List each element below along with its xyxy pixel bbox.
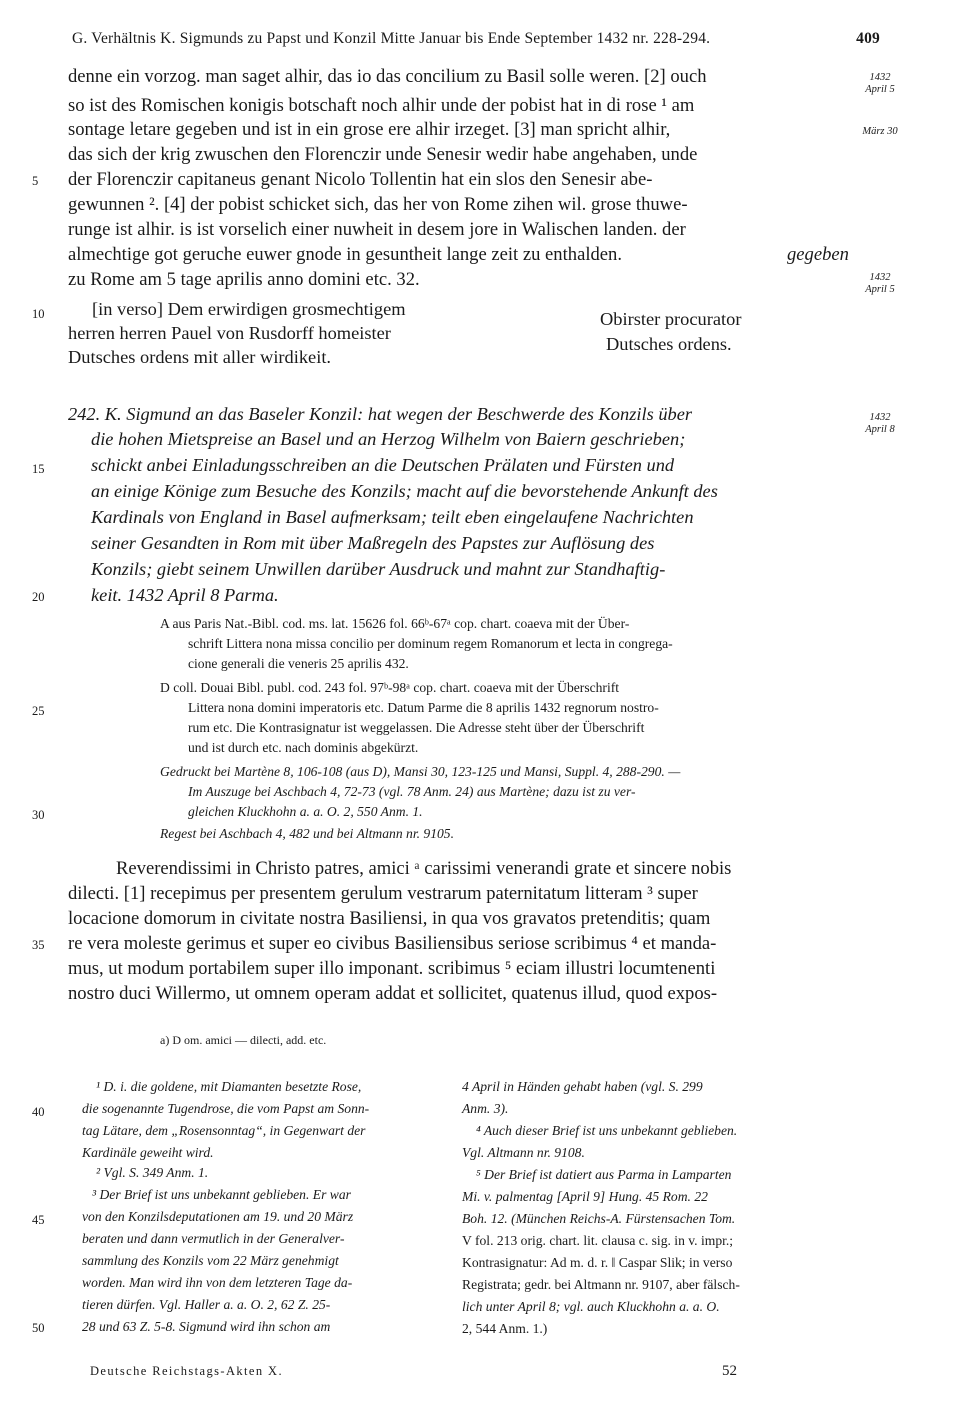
footnote-line: ⁵ Der Brief ist datiert aus Parma in Lamparten: [476, 1167, 732, 1182]
footnote-line: sammlung des Konzils vom 22 März genehmigt: [82, 1253, 339, 1268]
margin-year: 1432: [869, 412, 891, 423]
body-line: locacione domorum in civitate nostra Basiliensi, in qua vos gravatos pretenditis; quam: [68, 908, 711, 929]
line-number: 50: [32, 1321, 45, 1335]
body-line: gewunnen ². [4] der pobist schicket sich, das her von Rome zihen wil. grose thuwe-: [68, 194, 688, 215]
regest-line: Konzils; giebt seinem Unwillen darüber Ausdruck und mahnt zur Standhaftig-: [91, 559, 666, 579]
source-line: Littera nona domini imperatoris etc. Datum Parme die 8 aprilis 1432 regnorum nostro-: [188, 700, 659, 715]
body-line: so ist des Romischen konigis botschaft noch alhir unde der pobist hat in di rose ¹ am: [68, 95, 695, 116]
body-line: dilecti. [1] recepimus per presentem gerulum vestrarum paternitatum litteram ³ super: [68, 883, 698, 904]
body-line: mus, ut modum portabilem super illo imponant. scribimus ⁵ eciam illustri locumtenenti: [68, 958, 716, 979]
sheet-number: 52: [722, 1363, 737, 1379]
footnote-line: Anm. 3).: [462, 1101, 509, 1116]
body-line: Reverendissimi in Christo patres, amici ᵃ carissimi venerandi grate et sincere nobis: [116, 858, 732, 879]
address-line: Dutsches ordens mit aller wirdikeit.: [68, 347, 332, 367]
footnote-line: V fol. 213 orig. chart. lit. clausa c. sig. in v. impr.;: [462, 1233, 734, 1248]
line-number: 10: [32, 307, 45, 321]
source-line: und ist durch etc. nach dominis abgekürzt.: [188, 740, 419, 755]
footnote-line: worden. Man wird ihn von dem letzteren Tage da-: [82, 1275, 353, 1290]
margin-date: [856, 412, 904, 436]
body-line: das sich der krig zwuschen den Florenczir unde Senesir wedir habe angehaben, unde: [68, 144, 698, 165]
body-line: re vera moleste gerimus et super eo civibus Basiliensibus seriose scribimus ⁴ et manda-: [68, 933, 717, 954]
margin-year: 1432: [869, 272, 891, 283]
footnote-line: lich unter April 8; vgl. auch Kluckhohn a. a. O.: [462, 1299, 720, 1314]
footnote-line: ² Vgl. S. 349 Anm. 1.: [96, 1165, 209, 1180]
margin-day: April 5: [865, 84, 895, 95]
gegeben-word: gegeben: [787, 244, 849, 265]
source-line: gleichen Kluckhohn a. a. O. 2, 550 Anm. 1.: [188, 804, 423, 819]
regest-line: die hohen Mietspreise an Basel und an Herzog Wilhelm von Baiern geschrieben;: [91, 429, 686, 449]
regest-line: schickt anbei Einladungsschreiben an die Deutschen Prälaten und Fürsten und: [91, 455, 675, 475]
footnote-line: Registrata; gedr. bei Altmann nr. 9107, aber fälsch-: [462, 1277, 740, 1292]
regest-line: Kardinals von England in Basel aufmerksam; teilt eben eingelaufene Nachrichten: [91, 507, 694, 527]
margin-date: [856, 126, 904, 138]
source-line: Im Auszuge bei Aschbach 4, 72-73 (vgl. 78 Anm. 24) aus Martène; dazu ist zu ver-: [188, 784, 636, 799]
body-line: almechtige got geruche euwer gnode in gesuntheit lange zeit zu enthalden.: [68, 244, 622, 265]
margin-date: [856, 272, 904, 296]
regest-line: seiner Gesandten in Rom mit über Maßregeln des Papstes zur Auflösung des: [91, 533, 655, 553]
source-line: D coll. Douai Bibl. publ. cod. 243 fol. 97ᵇ-98ᵃ cop. chart. coaeva mit der Überschrift: [160, 680, 620, 695]
margin-year: 1432: [869, 72, 891, 83]
address-recipient: Obirster procurator: [600, 309, 742, 329]
footnote-line: beraten und dann vermutlich in der Generalver-: [82, 1231, 345, 1246]
source-line: rum etc. Die Kontrasignatur ist weggelassen. Die Adresse steht über der Überschrift: [188, 720, 645, 735]
line-number: 40: [32, 1105, 45, 1119]
footnote-line: die sogenannte Tugendrose, die vom Papst am Sonn-: [82, 1101, 370, 1116]
critical-apparatus: a) D om. amici — dilecti, add. etc.: [160, 1033, 327, 1047]
source-line: schrift Littera nona missa concilio per dominum regem Romanorum et lecta in congrega-: [188, 636, 673, 651]
line-number: 20: [32, 590, 45, 604]
regest-heading: 242. K. Sigmund an das Baseler Konzil: hat wegen der Beschwerde des Konzils über: [68, 404, 693, 424]
running-header: [72, 30, 880, 48]
line-number: 35: [32, 938, 45, 952]
page-number: 409: [856, 30, 880, 47]
footnote-line: von den Konzilsdeputationen am 19. und 20 März: [82, 1209, 354, 1224]
footnote-line: 4 April in Händen gehabt haben (vgl. S. 299: [462, 1079, 703, 1094]
regest-line: an einige Könige zum Besuche des Konzils; macht auf die bevorstehende Ankunft des: [91, 481, 718, 501]
footnote-line: Mi. v. palmentag [April 9] Hung. 45 Rom. 22: [462, 1189, 708, 1204]
footnote-line: ¹ D. i. die goldene, mit Diamanten besetzte Rose,: [96, 1079, 362, 1094]
margin-day: April 5: [865, 284, 895, 295]
body-line: zu Rome am 5 tage aprilis anno domini etc. 32.: [68, 269, 420, 290]
footnote-line: Kardinäle geweiht wird.: [82, 1145, 214, 1160]
line-number: 45: [32, 1213, 45, 1227]
footnote-line: Vgl. Altmann nr. 9108.: [462, 1145, 585, 1160]
line-number: 25: [32, 704, 45, 718]
source-line: Gedruckt bei Martène 8, 106-108 (aus D), Mansi 30, 123-125 und Mansi, Suppl. 4, 288-290. —: [160, 764, 681, 779]
margin-day: März 30: [862, 126, 898, 137]
footnote-line: ⁴ Auch dieser Brief ist uns unbekannt geblieben.: [476, 1123, 738, 1138]
footnote-line: Kontrasignatur: Ad m. d. r. ‖ Caspar Slik; in verso: [462, 1255, 733, 1270]
address-line: herren herren Pauel von Rusdorff homeister: [68, 323, 391, 343]
source-line: A aus Paris Nat.-Bibl. cod. ms. lat. 15626 fol. 66ᵇ-67ᵃ cop. chart. coaeva mit der Über-: [160, 616, 630, 631]
footnote-line: tieren dürfen. Vgl. Haller a. a. O. 2, 62 Z. 25-: [82, 1297, 331, 1312]
running-title: G. Verhältnis K. Sigmunds zu Papst und Konzil Mitte Januar bis Ende September 1432 nr. 228-294.: [72, 30, 711, 47]
margin-date: [856, 72, 904, 96]
regest-line: keit. 1432 April 8 Parma.: [91, 585, 279, 605]
source-line: Regest bei Aschbach 4, 482 und bei Altmann nr. 9105.: [160, 826, 454, 841]
address-recipient: Dutsches ordens.: [606, 334, 732, 354]
line-number: 30: [32, 808, 45, 822]
line-number: 5: [32, 174, 39, 188]
body-line: nostro duci Willermo, ut omnem operam addat et sollicitet, quatenus illud, quod expos-: [68, 983, 718, 1004]
footnote-line: Boh. 12. (München Reichs-A. Fürstensachen Tom.: [462, 1211, 736, 1226]
body-line: sontage letare gegeben und ist in ein grose ere alhir irzeget. [3] man spricht alhir,: [68, 119, 671, 140]
body-line: der Florenczir capitaneus genant Nicolo Tollentin hat ein slos den Senesir abe-: [68, 169, 653, 190]
footnote-line: 2, 544 Anm. 1.): [462, 1321, 548, 1336]
source-line: cione generali die veneris 25 aprilis 432.: [188, 656, 409, 671]
footnote-line: ³ Der Brief ist uns unbekannt geblieben. Er war: [92, 1187, 351, 1202]
line-number: 15: [32, 462, 45, 476]
body-line: runge ist alhir. is ist vorselich einer nuwheit in desem jore in Walischen landen. der: [68, 219, 686, 240]
body-line: denne ein vorzog. man saget alhir, das io das concilium zu Basil solle weren. [2] ouch: [68, 66, 707, 87]
footnote-line: 28 und 63 Z. 5-8. Sigmund wird ihn schon am: [82, 1319, 331, 1334]
series-footer: Deutsche Reichstags-Akten X.: [90, 1364, 283, 1378]
footnote-line: tag Lätare, dem „Rosensonntag“, in Gegenwart der: [82, 1123, 366, 1138]
address-line: [in verso] Dem erwirdigen grosmechtigem: [92, 299, 406, 319]
margin-day: April 8: [865, 424, 895, 435]
